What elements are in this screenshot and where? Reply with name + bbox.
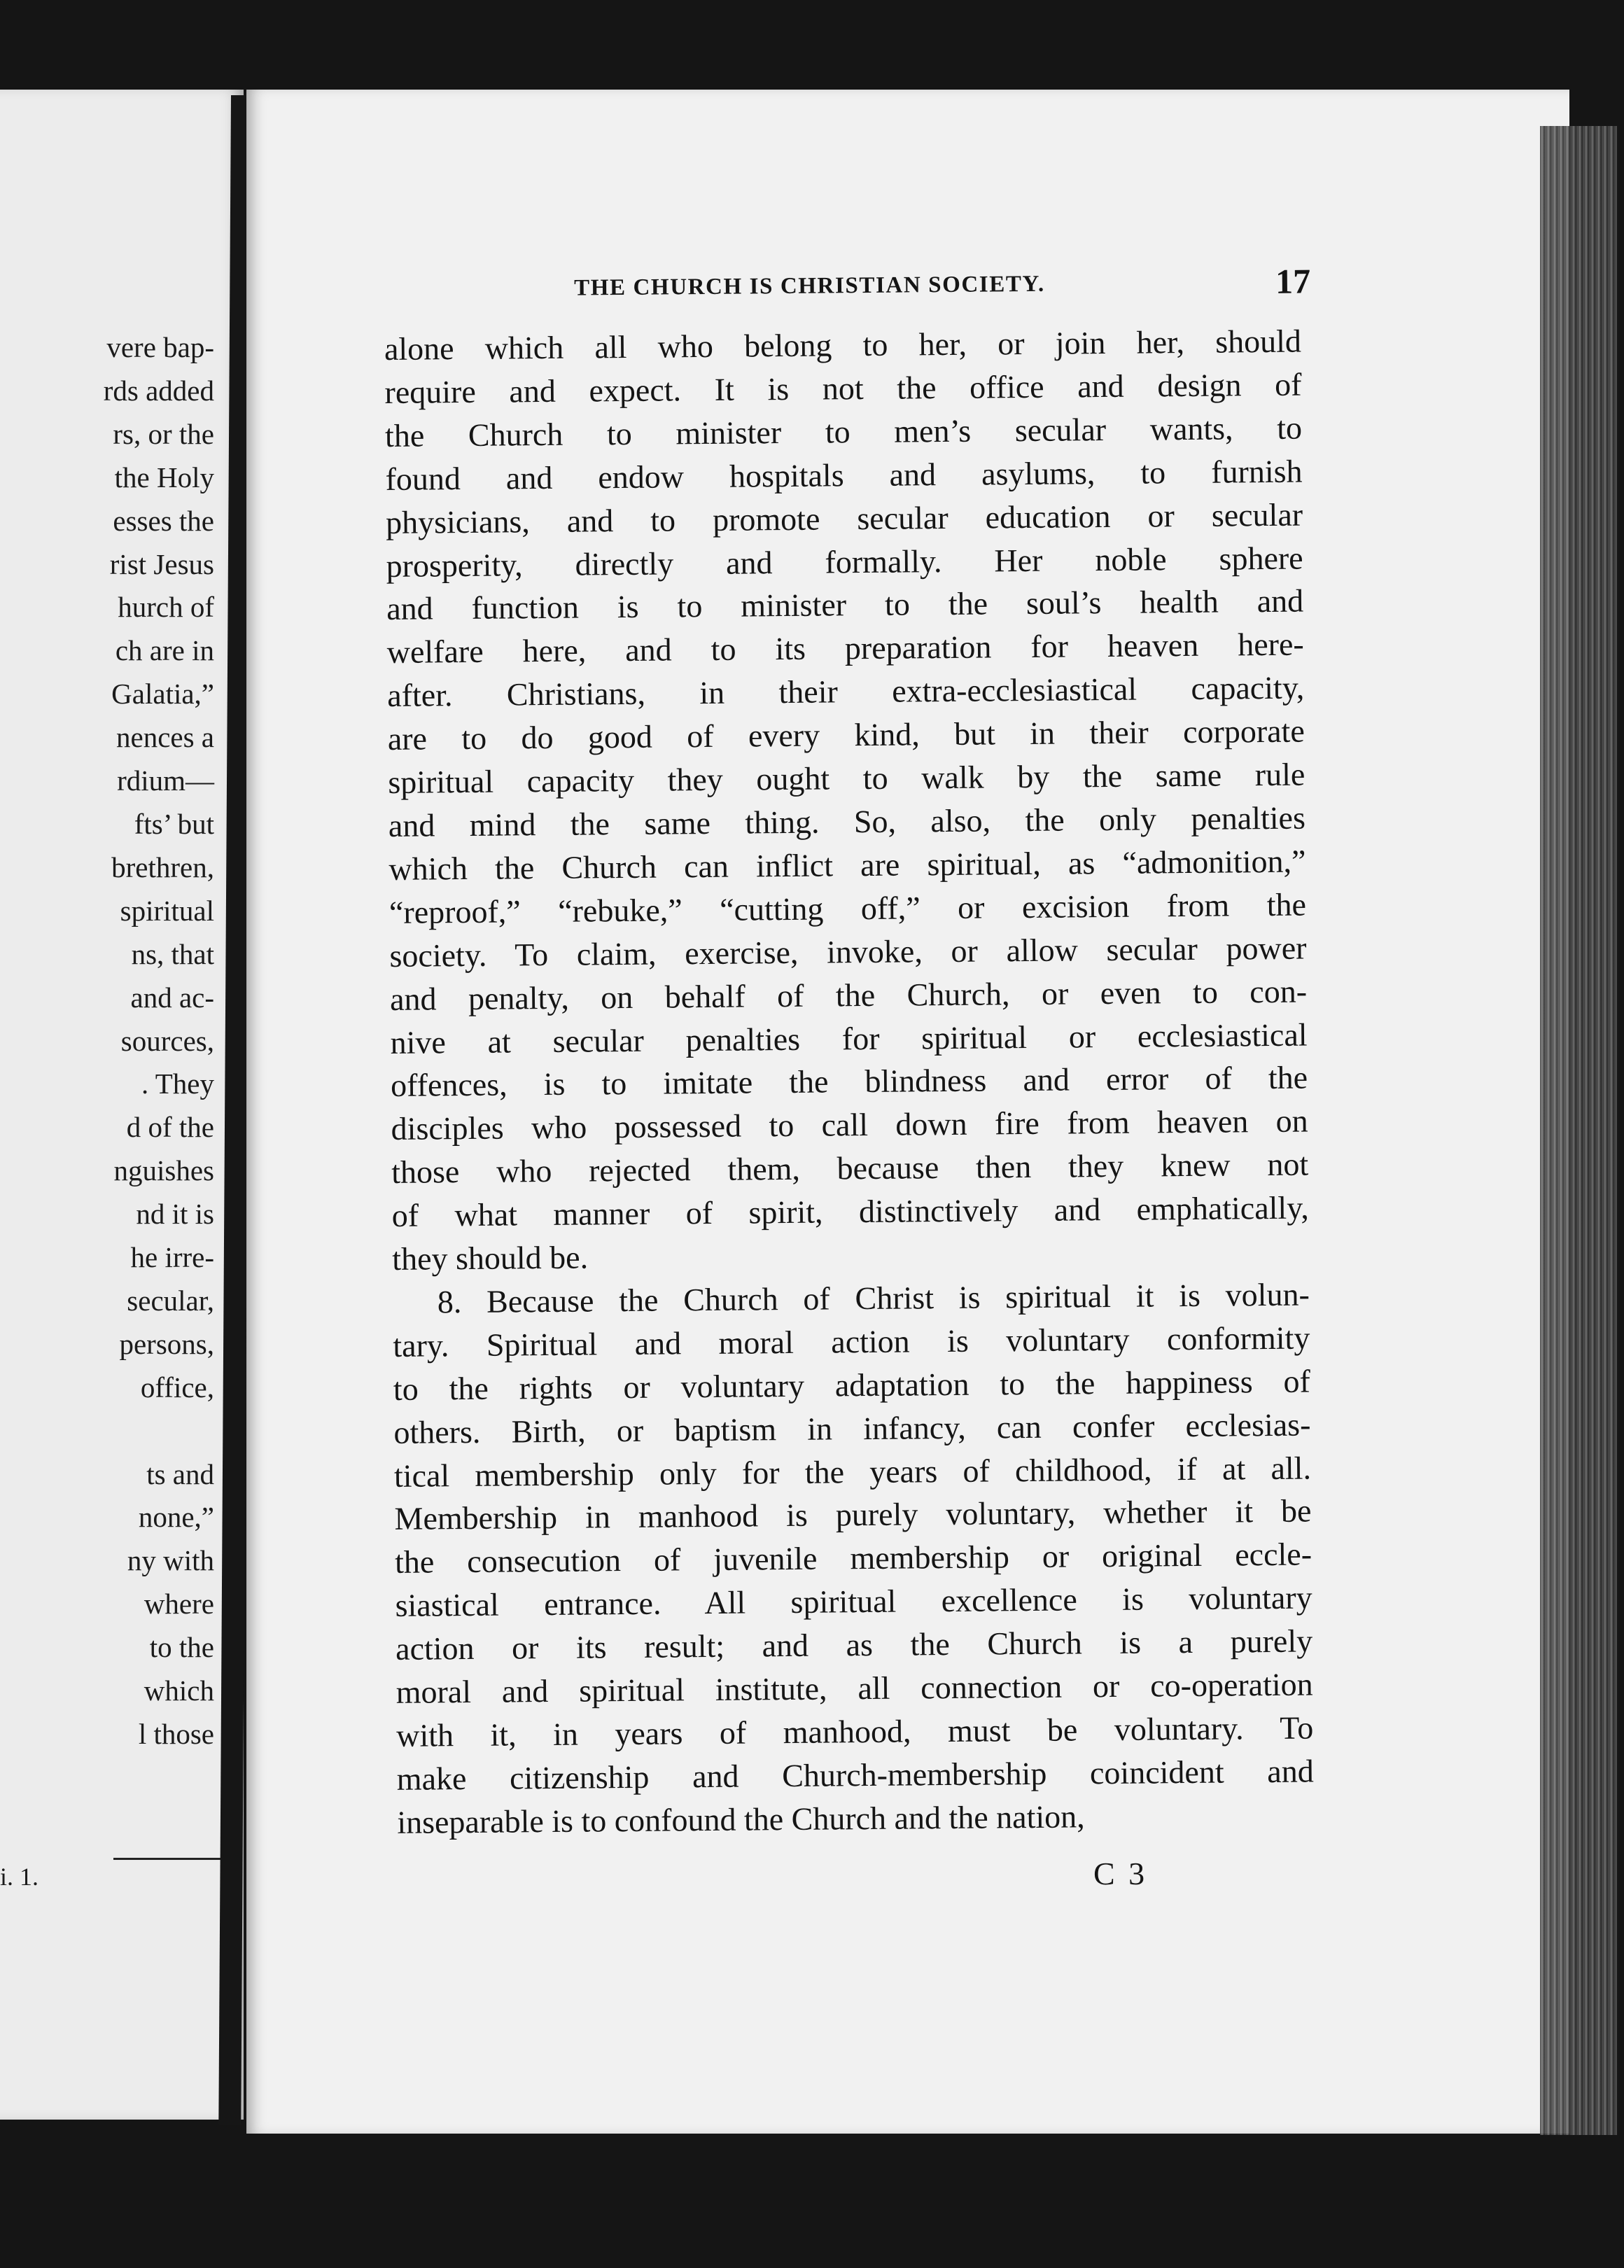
left-fragment-line: vere bap-	[106, 331, 214, 363]
left-page-text-fragment	[0, 326, 214, 1756]
left-fragment-line: esses the	[113, 504, 214, 537]
text-line: found and endow hospitals and asylums, to furnish	[385, 453, 1303, 497]
left-fragment-line: fts’ but	[134, 807, 214, 840]
paragraph	[393, 1273, 1315, 1844]
left-fragment-line: none,”	[138, 1501, 214, 1534]
body-text	[384, 320, 1315, 1844]
left-fragment-line: rds added	[103, 374, 214, 407]
left-fragment-line: nd it is	[136, 1198, 214, 1231]
text-line: nive at secular penalties for spiritual or ecclesiastical	[390, 1016, 1308, 1060]
text-line: Membership in manhood is purely voluntary, whether it be	[394, 1492, 1312, 1537]
text-line: prosperity, directly and formally. Her noble sphere	[386, 540, 1303, 584]
text-line: and mind the same thing. So, also, the only penalties	[388, 799, 1306, 844]
text-line: make citizenship and Church-membership coincident and	[396, 1753, 1314, 1797]
left-fragment-line: sources,	[120, 1024, 214, 1057]
text-line: offences, is to imitate the blindness and error of the	[390, 1059, 1308, 1104]
left-fragment-line	[0, 1410, 214, 1453]
text-line: to the rights or voluntary adaptation to the happiness of	[393, 1363, 1311, 1407]
text-line: they should be.	[392, 1239, 589, 1277]
running-head	[384, 261, 1311, 328]
text-line: siastical entrance. All spiritual excellence is voluntary	[395, 1579, 1312, 1624]
left-fragment-line: which	[144, 1674, 214, 1707]
text-line: after. Christians, in their extra-ecclesiastical capacity,	[387, 669, 1305, 714]
left-fragment-line: nguishes	[113, 1154, 214, 1187]
text-line: welfare here, and to its preparation for heaven here-	[386, 626, 1304, 671]
running-head-title: THE CHURCH IS CHRISTIAN SOCIETY.	[574, 271, 1045, 301]
signature-mark: C 3	[1093, 1856, 1148, 1891]
page-edges	[1540, 126, 1617, 2135]
left-fragment-line: the Holy	[114, 461, 214, 493]
left-fragment-line: spiritual	[120, 894, 214, 927]
left-fragment-line: to the	[149, 1631, 214, 1664]
text-line: physicians, and to promote secular education or secular	[385, 496, 1303, 540]
text-line: and penalty, on behalf of the Church, or even to con-	[389, 973, 1308, 1017]
left-fragment-line: and ac-	[130, 981, 214, 1014]
text-line: action or its result; and as the Church is a purely	[395, 1623, 1313, 1667]
text-line: moral and spiritual institute, all connection or co-operation	[396, 1666, 1313, 1711]
text-line: others. Birth, or baptism in infancy, can confer ecclesias-	[393, 1406, 1311, 1450]
left-fragment-line: rdium—	[117, 764, 214, 797]
left-fragment-line: l those	[138, 1718, 214, 1750]
text-line: spiritual capacity they ought to walk by the same rule	[388, 756, 1306, 801]
text-line: inseparable is to confound the Church and the nation,	[397, 1798, 1085, 1840]
left-fragment-line: . They	[141, 1068, 214, 1100]
left-fragment-line: hurch of	[118, 591, 214, 624]
text-line: those who rejected them, because then they knew not	[391, 1146, 1309, 1191]
text-line: of what manner of spirit, distinctively and emphatically,	[391, 1189, 1309, 1234]
left-fragment-line: he irre-	[130, 1241, 214, 1274]
text-line: require and expect. It is not the office and design of	[384, 366, 1302, 410]
left-fragment-line: brethren,	[111, 850, 214, 883]
text-line: and function is to minister to the soul’s health and	[386, 582, 1304, 627]
text-line: society. To claim, exercise, invoke, or allow secular power	[389, 930, 1307, 974]
text-line: 8. Because the Church of Christ is spiritual it is volun-	[437, 1276, 1310, 1320]
paragraph	[384, 320, 1310, 1281]
left-fragment-line: rs, or the	[113, 417, 214, 450]
left-fragment-line: secular,	[127, 1284, 214, 1317]
left-fragment-line: ns, that	[131, 937, 214, 970]
text-line: which the Church can inflict are spiritual, as “admonition,”	[388, 843, 1306, 887]
left-fragment-line: ts and	[146, 1457, 214, 1490]
left-fragment-line: d of the	[126, 1111, 214, 1144]
text-line: with it, in years of manhood, must be voluntary. To	[396, 1709, 1314, 1754]
left-fragment-line: rist Jesus	[109, 547, 214, 580]
text-line: are to do good of every kind, but in their corporate	[387, 713, 1305, 757]
left-page	[0, 90, 244, 2120]
text-line: tical membership only for the years of childhood, if at all.	[393, 1450, 1312, 1494]
left-fragment-line: persons,	[119, 1327, 214, 1360]
left-fragment-line: where	[144, 1588, 214, 1620]
text-line: disciples who possessed to call down fire from heaven on	[391, 1102, 1308, 1147]
text-line: tary. Spiritual and moral action is voluntary conformity	[393, 1320, 1310, 1364]
left-fragment-line: ch are in	[115, 634, 214, 667]
left-fragment-line: office,	[140, 1371, 214, 1404]
left-fragment-line: Galatia,”	[111, 678, 214, 710]
left-fragment-line: nences a	[116, 721, 214, 754]
left-page-footnote: i. 1.	[0, 1863, 39, 1891]
text-line: alone which all who belong to her, or join her, should	[384, 323, 1302, 367]
text-line: the consecution of juvenile membership or original eccle-	[394, 1536, 1312, 1581]
text-line: “reproof,” “rebuke,” “cutting off,” or excision from the	[388, 886, 1307, 930]
page-number: 17	[1275, 261, 1311, 301]
left-fragment-line: ny with	[127, 1544, 214, 1577]
page-text-block	[384, 261, 1315, 1844]
text-line: the Church to minister to men’s secular wants, to	[384, 410, 1303, 454]
